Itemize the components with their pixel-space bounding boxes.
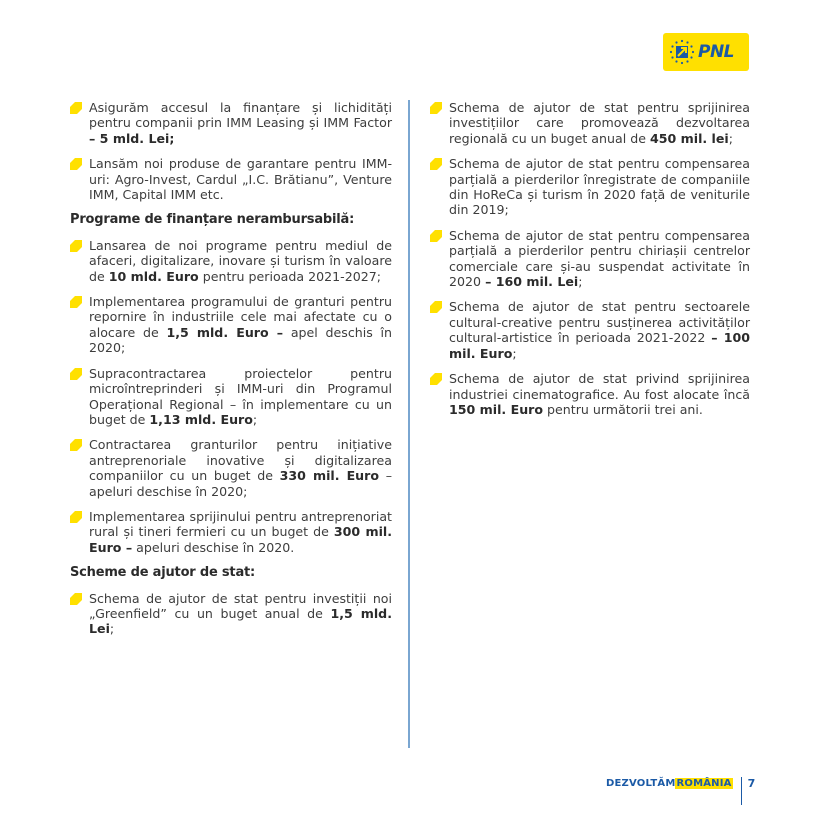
heading-state-aid: Scheme de ajutor de stat: bbox=[70, 565, 256, 581]
bold-amount: 10 mld. Euro bbox=[108, 268, 199, 284]
heading-grants: Programe de finanțare nerambursabilă: bbox=[70, 212, 355, 228]
item-text: ; bbox=[512, 345, 517, 361]
bullet-icon bbox=[70, 240, 82, 252]
item-text: ; bbox=[252, 411, 258, 427]
list-item bbox=[70, 437, 392, 499]
item-text: ; bbox=[728, 130, 733, 146]
item-text: Schema de ajutor de stat pentru compensarea parțială a pierderilor pentru chiriașii centrelor comerciale care și-au suspendat activitate în 2020 bbox=[449, 227, 750, 290]
bullet-icon bbox=[70, 368, 82, 380]
list-item bbox=[70, 100, 392, 146]
left-column bbox=[70, 100, 392, 647]
right-list bbox=[430, 100, 750, 417]
item-text: pentru următorii trei ani. bbox=[543, 401, 703, 417]
footer bbox=[606, 769, 755, 797]
bullet-icon bbox=[70, 296, 82, 308]
list-item bbox=[430, 371, 750, 417]
item-text: Implementarea sprijinului pentru antreprenoriat rural și tineri fermieri cu un buget de bbox=[89, 508, 392, 540]
item-text: Schema de ajutor de stat pentru investiții noi „Greenfield” cu un buget anual de bbox=[89, 590, 392, 621]
list-item bbox=[70, 238, 392, 284]
item-text: Asigurăm accesul la finanțare și lichidități pentru companii prin IMM Leasing și IMM Factor bbox=[89, 100, 392, 131]
item-text: apel deschis în 2020; bbox=[89, 324, 392, 356]
bold-amount: – 160 mil. Lei bbox=[485, 274, 579, 290]
bullet-icon bbox=[430, 230, 442, 242]
bullet-icon bbox=[70, 102, 82, 114]
bold-amount: 150 mil. Euro bbox=[449, 401, 544, 417]
bold-amount: 1,13 mld. Euro bbox=[149, 411, 253, 427]
item-text: Supracontractarea proiectelor pentru microîntreprinderi și IMM-uri din Programul Operațional Regional – în implementare cu un buget de bbox=[89, 365, 392, 427]
list-item bbox=[430, 100, 750, 146]
item-text: Schema de ajutor de stat pentru sprijinirea investițiilor care promovează dezvoltarea regională cu un buget anual de bbox=[449, 100, 750, 146]
grants-list bbox=[70, 238, 392, 555]
list-item bbox=[430, 299, 750, 361]
item-text: Schema de ajutor de stat pentru sectoarele cultural-creative pentru susținerea activităților cultural-artistice în perioada 2021-2022 bbox=[449, 299, 750, 346]
bullet-icon bbox=[430, 158, 442, 170]
list-item bbox=[70, 156, 392, 202]
list-item bbox=[70, 294, 392, 356]
item-text: Lansarea de noi programe pentru mediul de afaceri, digitalizare, inovare și turism în valoare de bbox=[89, 237, 392, 284]
bullet-icon bbox=[430, 373, 442, 385]
item-text: pentru perioada 2021-2027; bbox=[198, 268, 381, 284]
bullet-icon bbox=[70, 158, 82, 170]
page-number: 7 bbox=[747, 776, 756, 790]
bold-amount: 450 mil. lei bbox=[649, 130, 729, 146]
bold-amount: – 5 mld. Lei; bbox=[89, 130, 175, 146]
item-text: – apeluri deschise în 2020; bbox=[89, 468, 392, 499]
item-text: ; bbox=[109, 621, 115, 637]
item-text: apeluri deschise în 2020. bbox=[132, 539, 295, 555]
list-item bbox=[70, 591, 392, 637]
right-column bbox=[430, 100, 750, 427]
bold-amount: – 100 mil. Euro bbox=[449, 330, 750, 361]
bullet-icon bbox=[430, 102, 442, 114]
logo-text: PNL bbox=[698, 42, 735, 62]
bold-amount: 1,5 mld. Euro – bbox=[166, 324, 284, 340]
footer-slogan-part2: ROMÂNIA bbox=[676, 777, 732, 789]
list-item bbox=[70, 509, 392, 555]
pnl-logo bbox=[663, 33, 749, 71]
left-top-list bbox=[70, 100, 392, 202]
bold-amount: 300 mil. Euro – bbox=[89, 524, 392, 555]
item-text: Lansăm noi produse de garantare pentru IMM-uri: Agro-Invest, Cardul „I.C. Brătianu”, Venture IMM, Capital IMM etc. bbox=[89, 156, 392, 203]
footer-slogan-part1: DEZVOLTĂM bbox=[606, 777, 676, 789]
list-item bbox=[430, 228, 750, 290]
list-item bbox=[70, 366, 392, 428]
state-aid-list bbox=[70, 591, 392, 637]
item-text: Schema de ajutor de stat pentru compensarea parțială a pierderilor înregistrate de companiile din HoReCa și turism în 2020 față de veniturile din 2019; bbox=[449, 156, 750, 218]
bullet-icon bbox=[70, 511, 82, 523]
bold-amount: 1,5 mld. Lei bbox=[89, 605, 392, 637]
item-text: Schema de ajutor de stat privind sprijinirea industriei cinematografice. Au fost alocate încă bbox=[449, 371, 750, 402]
list-item bbox=[430, 156, 750, 218]
item-text: Implementarea programului de granturi pentru repornire în industriile cele mai afectate cu o alocare de bbox=[89, 294, 392, 340]
column-divider bbox=[408, 100, 410, 748]
bullet-icon bbox=[70, 439, 82, 451]
item-text: Contractarea granturilor pentru inițiative antreprenoriale inovative și digitalizarea companiilor cu un buget de bbox=[89, 437, 392, 484]
eu-stars-arrow-icon bbox=[669, 39, 695, 65]
item-text: ; bbox=[578, 274, 583, 290]
footer-separator bbox=[741, 777, 742, 805]
bullet-icon bbox=[70, 593, 82, 605]
bullet-icon bbox=[430, 301, 442, 313]
bold-amount: 330 mil. Euro bbox=[279, 468, 380, 484]
